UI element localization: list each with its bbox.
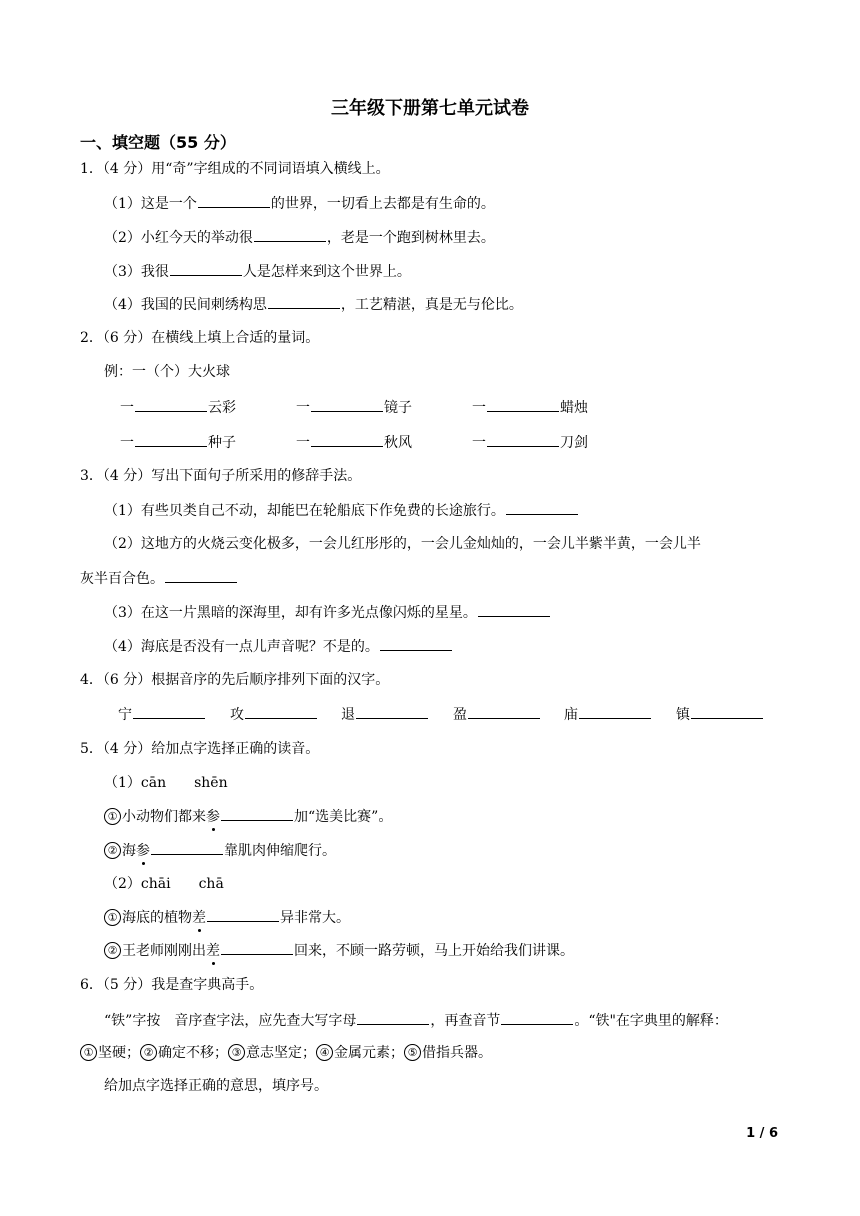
q1-sentence-3: （3）我很 人是怎样来到这个世界上。	[104, 261, 411, 282]
section-heading: 一、填空题（55 分）	[80, 133, 236, 152]
q2-item: 一 种子	[120, 432, 236, 453]
page-title: 三年级下册第七单元试卷	[331, 98, 529, 119]
q1-stem: 1．（4 分）用“奇”字组成的不同词语填入横线上。	[80, 161, 390, 177]
q5-pinyin-1: （1）cān shēn	[104, 775, 228, 791]
answer-blank[interactable]	[135, 432, 207, 447]
dotted-char: 参	[206, 809, 220, 825]
answer-blank[interactable]	[198, 193, 270, 208]
answer-blank[interactable]	[221, 940, 293, 955]
q5-line-3: ① 海底的植物差 异非常大。	[104, 907, 350, 928]
answer-blank[interactable]	[691, 704, 763, 719]
answer-blank[interactable]	[221, 806, 293, 821]
answer-blank[interactable]	[501, 1010, 573, 1025]
q2-stem: 2．（6 分）在横线上填上合适的量词。	[80, 330, 320, 346]
q3-sentence-4: （4）海底是否没有一点儿声音呢？不是的。	[104, 636, 453, 657]
q4-char: 宁	[118, 704, 206, 725]
answer-blank[interactable]	[356, 704, 428, 719]
q5-pinyin-2: （2）chāi chā	[104, 876, 224, 892]
q2-example: 例：一（个）大火球	[104, 364, 230, 380]
q4-stem: 4．（6 分）根据音序的先后顺序排列下面的汉字。	[80, 672, 390, 688]
answer-blank[interactable]	[478, 602, 550, 617]
q6-instruction: 给加点字选择正确的意思，填序号。	[104, 1078, 328, 1094]
answer-blank[interactable]	[468, 704, 540, 719]
answer-blank[interactable]	[170, 261, 242, 276]
q2-item: 一 蜡烛	[472, 397, 588, 418]
dotted-char: 差	[192, 910, 206, 926]
answer-blank[interactable]	[151, 840, 223, 855]
q3-sentence-3: （3）在这一片黑暗的深海里，却有许多光点像闪烁的星星。	[104, 602, 551, 623]
answer-blank[interactable]	[135, 397, 207, 412]
q2-item: 一 云彩	[120, 397, 236, 418]
answer-blank[interactable]	[245, 704, 317, 719]
dotted-char: 参	[136, 843, 150, 859]
answer-blank[interactable]	[133, 704, 205, 719]
q5-line-2: ② 海参 靠肌肉伸缩爬行。	[104, 840, 336, 861]
answer-blank[interactable]	[311, 397, 383, 412]
circled-number: ②	[104, 942, 121, 959]
q4-char: 镇	[676, 704, 764, 725]
answer-blank[interactable]	[357, 1010, 429, 1025]
answer-blank[interactable]	[487, 432, 559, 447]
q1-sentence-2: （2）小红今天的举动很 ，老是一个跑到树林里去。	[104, 227, 495, 248]
page-number: 1 / 6	[746, 1126, 778, 1141]
q2-item: 一 刀剑	[472, 432, 588, 453]
dotted-char: 差	[206, 943, 220, 959]
answer-blank[interactable]	[487, 397, 559, 412]
answer-blank[interactable]	[254, 227, 326, 242]
answer-blank[interactable]	[380, 636, 452, 651]
circled-number: ①	[104, 909, 121, 926]
q3-sentence-2: （2）这地方的火烧云变化极多，一会儿红彤彤的，一会儿金灿灿的，一会儿半紫半黄，一会儿半	[104, 536, 701, 552]
q3-stem: 3．（4 分）写出下面句子所采用的修辞手法。	[80, 468, 362, 484]
q5-line-4: ② 王老师刚刚出差 回来，不顾一路劳顿，马上开始给我们讲课。	[104, 940, 574, 961]
q1-sentence-4: （4）我国的民间刺绣构思 ，工艺精湛，真是无与伦比。	[104, 294, 523, 315]
q2-item: 一 秋风	[296, 432, 412, 453]
answer-blank[interactable]	[207, 907, 279, 922]
q4-char: 盈	[453, 704, 541, 725]
q3-sentence-1: （1）有些贝类自己不动，却能巴在轮船底下作免费的长途旅行。	[104, 500, 579, 521]
q3-sentence-2-cont: 灰半百合色。	[80, 568, 238, 589]
answer-blank[interactable]	[311, 432, 383, 447]
answer-blank[interactable]	[268, 294, 340, 309]
q5-stem: 5．（4 分）给加点字选择正确的读音。	[80, 741, 320, 757]
q4-char: 攻	[230, 704, 318, 725]
circled-number: ②	[104, 842, 121, 859]
answer-blank[interactable]	[165, 568, 237, 583]
q4-char: 退	[341, 704, 429, 725]
q5-line-1: ① 小动物们都来参 加“选美比赛”。	[104, 806, 392, 827]
q6-definitions: ① 坚硬； ② 确定不移； ③ 意志坚定； ④ 金属元素； ⑤ 借指兵器。	[80, 1043, 492, 1063]
q2-item: 一 镜子	[296, 397, 412, 418]
circled-number: ①	[104, 808, 121, 825]
answer-blank[interactable]	[506, 500, 578, 515]
q6-line-1: “铁”字按 音序查字法，应先查大写字母 ，再查音节 。“铁"在字典里的解释：	[104, 1010, 728, 1031]
q6-stem: 6．（5 分）我是查字典高手。	[80, 977, 264, 993]
q4-char: 庙	[564, 704, 652, 725]
answer-blank[interactable]	[579, 704, 651, 719]
q1-sentence-1: （1）这是一个 的世界，一切看上去都是有生命的。	[104, 193, 495, 214]
